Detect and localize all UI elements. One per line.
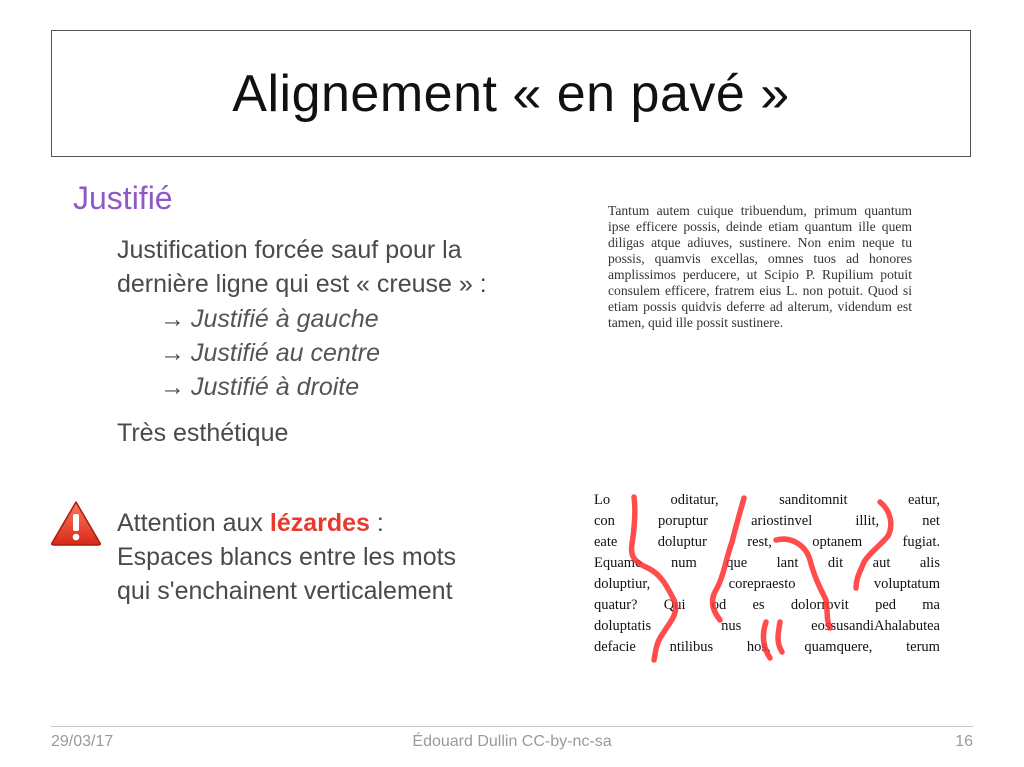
footer-page-number: 16 (955, 733, 973, 750)
description-line-1: Justification forcée sauf pour la (117, 236, 462, 264)
river-word: lant (776, 555, 799, 571)
river-word: ma (922, 597, 940, 613)
aesthetic-note: Très esthétique (117, 419, 289, 447)
river-word: Equame (594, 555, 642, 571)
slide-title-box (51, 30, 971, 157)
variant-label: Justifié à droite (191, 373, 360, 401)
river-word: alis (919, 555, 940, 571)
river-word: eatur, (907, 492, 940, 508)
river-word: poruptur (658, 513, 708, 529)
river-word: ariostinvel (751, 513, 813, 529)
arrow-right-icon: → (160, 305, 185, 333)
warning-highlight: lézardes (269, 509, 370, 537)
river-word: eate (594, 534, 618, 550)
river-word: num (670, 555, 697, 571)
river-word: od (711, 597, 727, 613)
river-word: illit, (855, 513, 880, 529)
river-word: quamquere, (804, 639, 873, 655)
warning-line-1 (117, 506, 456, 540)
river-word: corepraesto (728, 576, 796, 592)
slide-title: Alignement « en pavé » (232, 64, 790, 123)
river-word: sanditomnit (779, 492, 848, 508)
river-word: dolorrovit (790, 597, 849, 613)
river-word: doluptiur, (594, 576, 651, 592)
footer-date: 29/03/17 (51, 733, 114, 750)
river-word: terum (906, 639, 940, 655)
justified-text-sample: Tantum autem cuique tribuendum, primum quantum ipse efficere possis, deinde etiam quantum ille quem diligas atque adiuves, sustinere. Non enim neque tu possis, quamvis excellas, omnes tuos ad honores amplissimos perducere, ut Scipio P. Rupilium potuit consulem efficere, fratrem eius L. non potuit. Quod si etiam possis quidvis deferre ad alterum, videndum est tamen, quid ille possit sustinere. (608, 203, 912, 330)
river-word: aut (872, 555, 891, 571)
river-word: optanem (812, 534, 863, 550)
river-word: fugiat. (902, 534, 940, 550)
footer-divider (51, 726, 973, 727)
river-word: dit (827, 555, 844, 571)
justification-description (117, 233, 487, 301)
list-item (160, 302, 380, 336)
river-word: con (594, 513, 615, 529)
river-word: defacie (594, 639, 636, 655)
footer-author: Édouard Dullin CC-by-nc-sa (412, 733, 612, 750)
warning-lead: Attention aux (117, 509, 263, 537)
arrow-right-icon: → (160, 373, 185, 401)
river-word: Lo (594, 492, 611, 508)
warning-triangle-icon (50, 500, 102, 546)
river-word: doluptur (657, 534, 707, 550)
warning-line-3: qui s'enchainent verticalement (117, 577, 453, 605)
section-heading: Justifié (73, 180, 173, 216)
river-word: quatur? (594, 597, 638, 613)
river-word: oditatur, (670, 492, 719, 508)
river-highlight-overlay (594, 492, 940, 668)
river-text-sample (594, 492, 940, 668)
river-word: net (922, 513, 940, 529)
river-word: es (752, 597, 765, 613)
warning-line-2: Espaces blancs entre les mots (117, 543, 457, 571)
arrow-right-icon: → (160, 339, 185, 367)
variant-label: Justifié au centre (191, 339, 380, 367)
river-word: voluptatum (873, 576, 940, 592)
justify-variants-list (160, 302, 380, 404)
variant-label: Justifié à gauche (191, 305, 379, 333)
river-word: doluptatis (594, 618, 652, 634)
river-word: ntilibus (669, 639, 714, 655)
warning-text (117, 506, 456, 608)
river-word: eossusandiAhalabutea (811, 618, 940, 634)
river-word: ped (875, 597, 897, 613)
river-word: hos, (746, 639, 771, 655)
river-word: Qui (663, 597, 686, 613)
river-word: que (726, 555, 748, 571)
list-item (160, 370, 380, 404)
river-word: rest, (747, 534, 772, 550)
description-line-2: dernière ligne qui est « creuse » : (117, 270, 487, 298)
warning-colon: : (369, 509, 384, 537)
list-item (160, 336, 380, 370)
river-word: nus (721, 618, 742, 634)
